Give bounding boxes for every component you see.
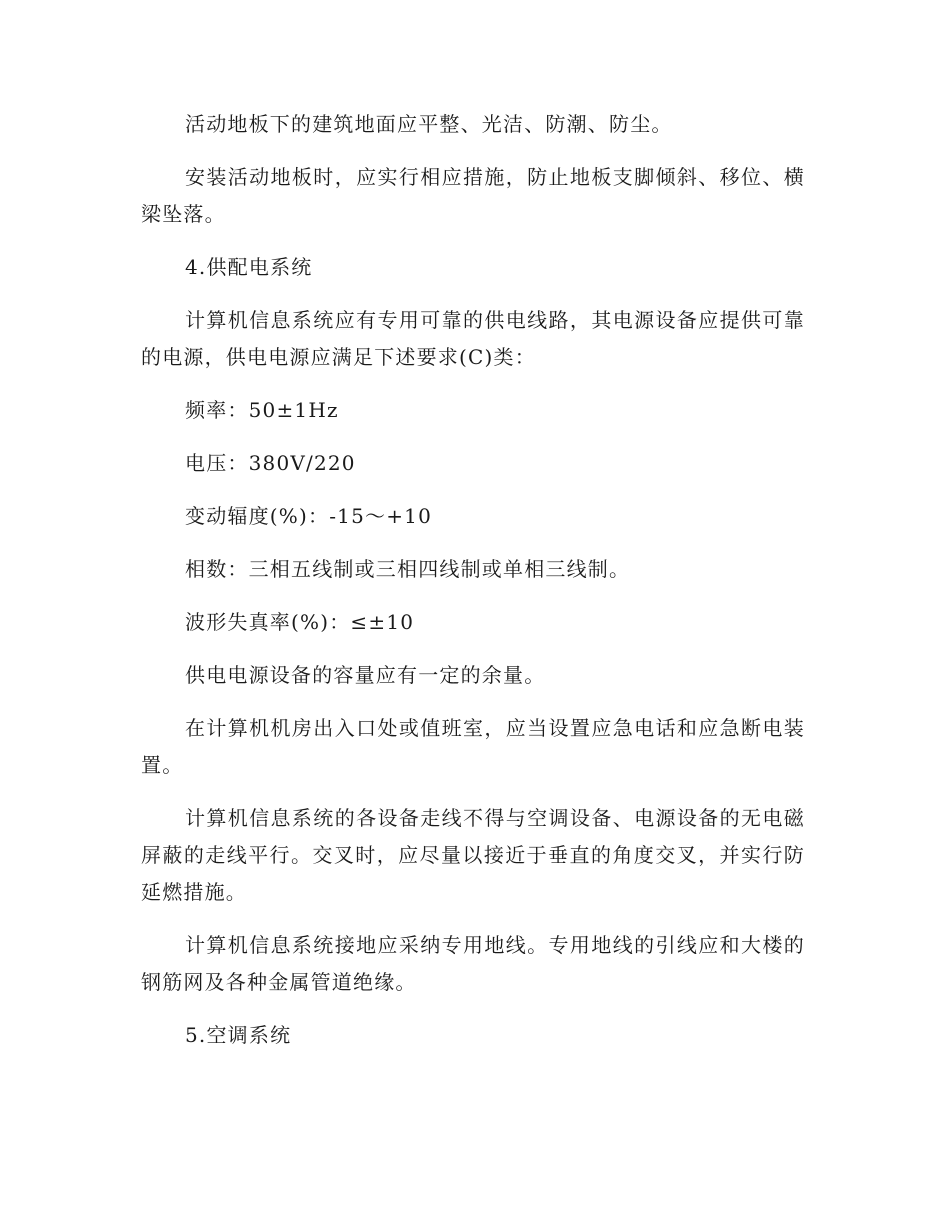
- section-heading-hvac: 5.空调系统: [185, 1023, 292, 1047]
- spec-phases: 相数：三相五线制或三相四线制或单相三线制。: [185, 557, 631, 581]
- document-body: [141, 106, 805, 1070]
- paragraph-power-requirements: 计算机信息系统应有专用可靠的供电线路，其电源设备应提供可靠的电源，供电电源应满足下述要求(C)类：: [141, 308, 805, 369]
- paragraph-emergency: 在计算机机房出入口处或值班室，应当设置应急电话和应急断电装置。: [141, 716, 805, 777]
- paragraph-floor-ground: 活动地板下的建筑地面应平整、光洁、防潮、防尘。: [185, 112, 673, 136]
- paragraph-capacity: 供电电源设备的容量应有一定的余量。: [185, 663, 546, 687]
- paragraph-floor-install: 安装活动地板时，应实行相应措施，防止地板支脚倾斜、移位、横梁坠落。: [141, 165, 805, 226]
- paragraph-wiring: 计算机信息系统的各设备走线不得与空调设备、电源设备的无电磁屏蔽的走线平行。交叉时，应尽量以接近于垂直的角度交叉，并实行防延燃措施。: [141, 806, 805, 904]
- spec-variation: 变动辐度(%)：-15～+10: [185, 504, 433, 528]
- spec-distortion: 波形失真率(%)：≤±10: [185, 610, 415, 634]
- section-heading-power: 4.供配电系统: [185, 255, 313, 279]
- spec-voltage: 电压：380V/220: [185, 451, 356, 475]
- paragraph-grounding: 计算机信息系统接地应采纳专用地线。专用地线的引线应和大楼的钢筋网及各种金属管道绝缘。: [141, 933, 805, 994]
- spec-frequency: 频率：50±1Hz: [185, 398, 339, 422]
